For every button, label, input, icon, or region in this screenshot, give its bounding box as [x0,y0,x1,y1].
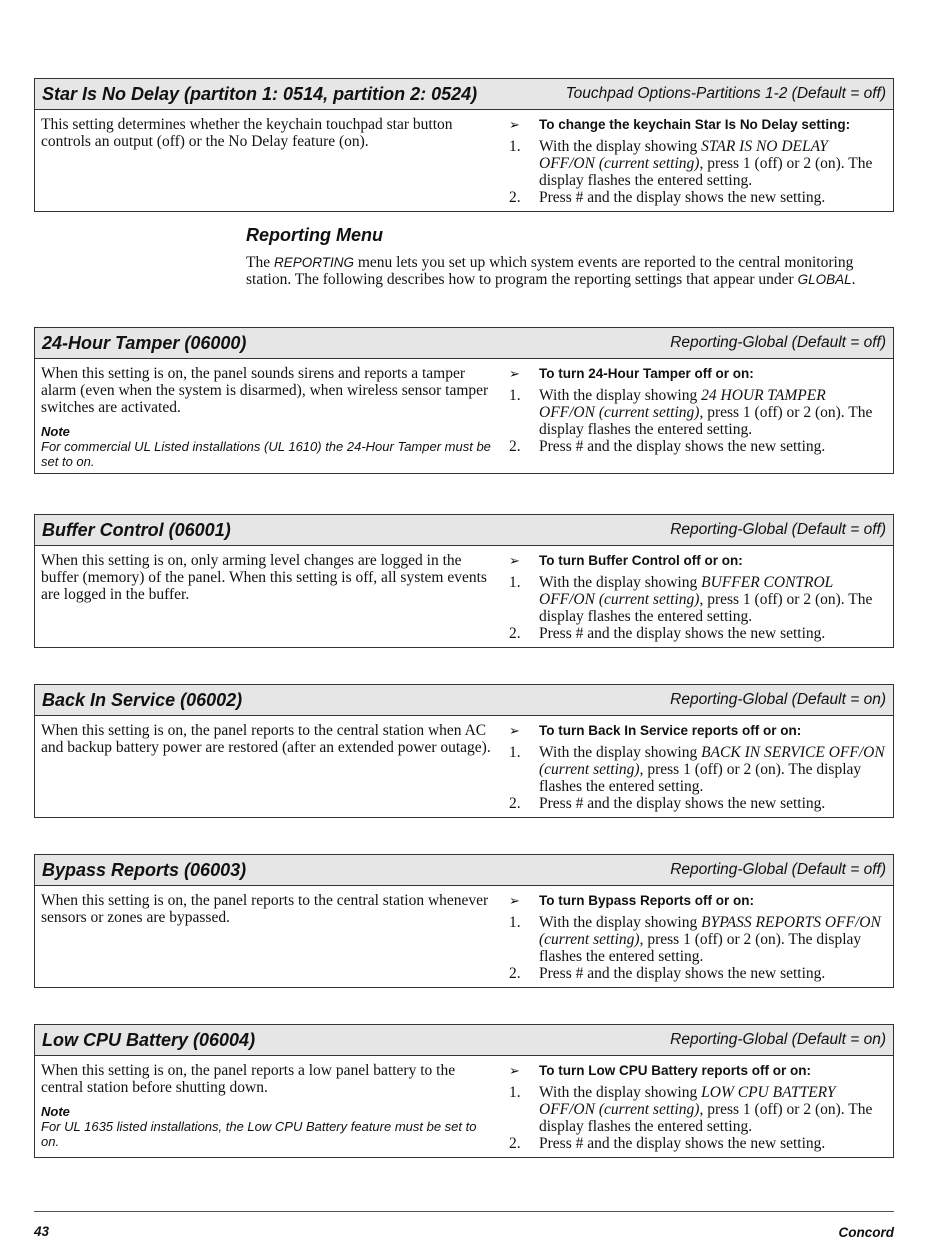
setting-box-back-in-service [34,684,894,818]
setting-title: Star Is No Delay (partiton 1: 0514, partition 2: 0524) [42,83,478,104]
procedure-step: 1. With the display showing BACK IN SERVICE OFF/ON (current setting), press 1 (off) or 2 (on). The display flashes the entered setting. [509,744,885,795]
setting-category: Touchpad Options-Partitions 1-2 (Default = off) [565,85,886,102]
setting-description: When this setting is on, only arming level changes are logged in the buffer (memory) of the panel. When this setting is off, all system events are logged in the buffer. [41,552,487,603]
setting-box-buffer-control [34,514,894,648]
setting-description-column [35,359,495,475]
section-title: Reporting Menu [246,225,383,245]
setting-procedure-column [495,359,893,475]
setting-category: Reporting-Global (Default = off) [670,521,886,538]
setting-description-column [35,110,495,212]
setting-description: When this setting is on, the panel reports a low panel battery to the central station before shutting down. [41,1062,456,1096]
procedure-title: To turn Buffer Control off or on: [539,553,743,568]
setting-procedure-column [495,1056,893,1158]
footer-divider [34,1211,894,1212]
procedure-step: 1. With the display showing LOW CPU BATTERY OFF/ON (current setting), press 1 (off) or 2 (on). The display flashes the entered setting. [509,1084,873,1135]
procedure-title: To turn Back In Service reports off or on: [539,723,802,738]
procedure-title: To change the keychain Star Is No Delay setting: [539,117,851,132]
setting-procedure-column [495,716,893,818]
procedure-step: 2. Press # and the display shows the new setting. [509,189,826,206]
note-text: For commercial UL Listed installations (UL 1610) the 24-Hour Tamper must be set to on. [41,439,491,469]
setting-header [35,328,893,359]
arrow-bullet-icon: ➢ [509,118,520,133]
procedure-step: 2. Press # and the display shows the new setting. [509,1135,826,1152]
setting-description-column [35,886,495,988]
setting-header [35,855,893,886]
setting-description: When this setting is on, the panel sounds sirens and reports a tamper alarm (even when the system is disarmed), when wireless sensor tamper switches are activated. [41,365,489,416]
setting-title: 24-Hour Tamper (06000) [42,332,247,353]
setting-description-column [35,546,495,648]
note-text: For UL 1635 listed installations, the Low CPU Battery feature must be set to on. [41,1119,477,1149]
setting-description-column [35,716,495,818]
procedure-step: 1. With the display showing STAR IS NO DELAY OFF/ON (current setting), press 1 (off) or 2 (on). The display flashes the entered setting. [509,138,873,189]
setting-category: Reporting-Global (Default = off) [670,861,886,878]
setting-box-star-is-no-delay [34,78,894,212]
setting-procedure-column [495,110,893,212]
arrow-bullet-icon: ➢ [509,367,520,382]
procedure-step: 2. Press # and the display shows the new setting. [509,965,826,982]
setting-header [35,685,893,716]
procedure-step: 2. Press # and the display shows the new setting. [509,438,826,455]
procedure-title: To turn 24-Hour Tamper off or on: [539,366,754,381]
setting-title: Low CPU Battery (06004) [42,1029,256,1050]
arrow-bullet-icon: ➢ [509,554,520,569]
procedure-title: To turn Bypass Reports off or on: [539,893,754,908]
product-name: Concord [838,1225,894,1240]
setting-procedure-column [495,546,893,648]
arrow-bullet-icon: ➢ [509,894,520,909]
setting-category: Reporting-Global (Default = on) [670,1031,886,1048]
setting-title: Bypass Reports (06003) [42,859,247,880]
arrow-bullet-icon: ➢ [509,724,520,739]
setting-procedure-column [495,886,893,988]
setting-description: This setting determines whether the keychain touchpad star button controls an output (off) or the No Delay feature (on). [41,116,453,150]
display-text: LOW CPU BATTERY OFF/ON [539,1084,836,1118]
setting-description-column [35,1056,495,1158]
procedure-step: 2. Press # and the display shows the new setting. [509,795,826,812]
section-intro: The REPORTING menu lets you set up which system events are reported to the central monitoring station. The following describes how to program the reporting settings that appear under GLOBAL. [246,254,856,288]
setting-category: Reporting-Global (Default = off) [670,334,886,351]
note-label: Note [41,1104,70,1119]
setting-description: When this setting is on, the panel reports to the central station whenever sensors or zones are bypassed. [41,892,489,926]
display-text: 24 HOUR TAMPER OFF/ON [539,387,826,421]
setting-category: Reporting-Global (Default = on) [670,691,886,708]
procedure-step: 1. With the display showing 24 HOUR TAMPER OFF/ON (current setting), press 1 (off) or 2 (on). The display flashes the entered setting. [509,387,873,438]
page-number: 43 [34,1224,50,1239]
procedure-step: 1. With the display showing BYPASS REPORTS OFF/ON (current setting), press 1 (off) or 2 (on). The display flashes the entered setting. [509,914,881,965]
setting-header [35,515,893,546]
note-label: Note [41,424,70,439]
display-text: BYPASS REPORTS OFF/ON [701,914,881,931]
setting-header [35,1025,893,1056]
setting-description: When this setting is on, the panel reports to the central station when AC and backup battery power are restored (after an extended power outage). [41,722,491,756]
setting-header [35,79,893,110]
setting-title: Buffer Control (06001) [42,519,231,540]
display-text: BACK IN SERVICE OFF/ON [701,744,885,761]
procedure-title: To turn Low CPU Battery reports off or on: [539,1063,811,1078]
display-text: STAR IS NO DELAY OFF/ON [539,138,828,172]
procedure-step: 2. Press # and the display shows the new setting. [509,625,826,642]
setting-box-low-cpu-battery [34,1024,894,1158]
setting-box-24-hour-tamper [34,327,894,474]
setting-title: Back In Service (06002) [42,689,243,710]
procedure-step: 1. With the display showing BUFFER CONTROL OFF/ON (current setting), press 1 (off) or 2 (on). The display flashes the entered setting. [509,574,873,625]
setting-box-bypass-reports [34,854,894,988]
arrow-bullet-icon: ➢ [509,1064,520,1079]
display-text: BUFFER CONTROL OFF/ON [539,574,834,608]
